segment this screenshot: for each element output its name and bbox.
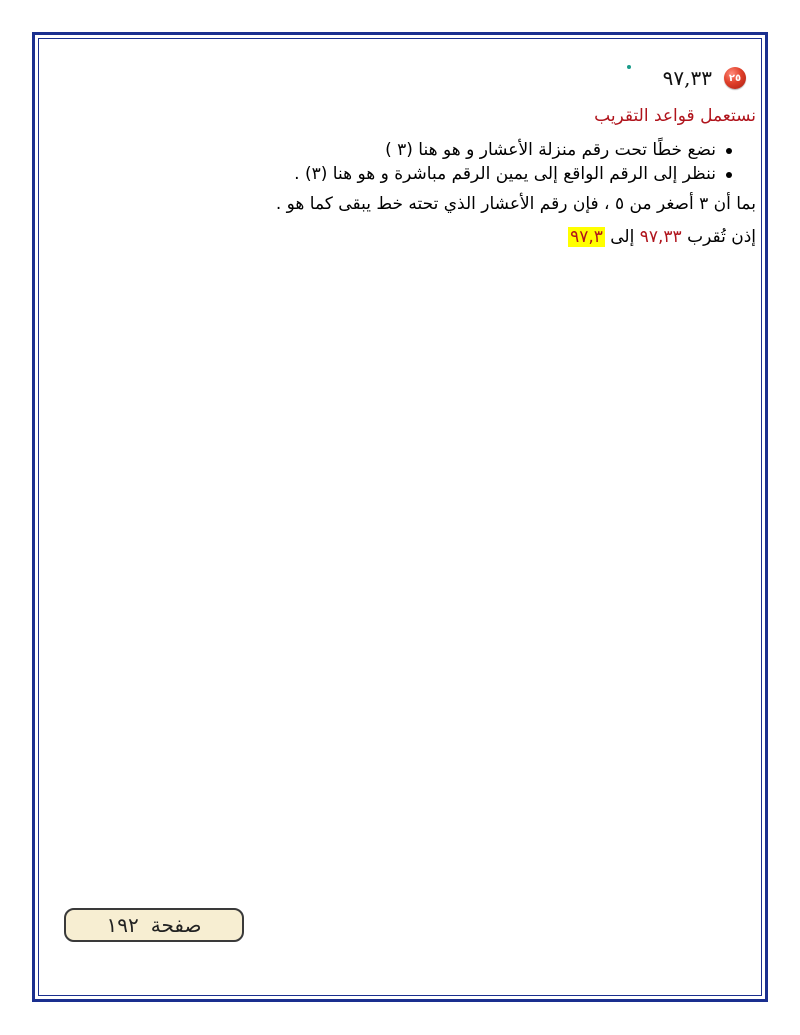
page-number: ١٩٢ [106,913,139,937]
problem-value: ٩٧,٣٣ [662,66,712,90]
page-number-badge [64,908,244,942]
decorative-dot [627,65,631,69]
problem-number-badge: ٢٥ [724,67,746,89]
step-item: نضع خطًا تحت رقم منزلة الأعشار و هو هنا (٣ ) [294,138,734,162]
page-label: صفحة [150,913,202,937]
conclusion-prefix: إذن تُقرب [687,227,756,247]
problem-header [663,66,746,90]
conclusion-result: ٩٧,٣ [570,227,603,247]
explanation-text: بما أن ٣ أصغر من ٥ ، فإن رقم الأعشار الذي تحته خط يبقى كما هو . [275,194,756,214]
step-item: ننظر إلى الرقم الواقع إلى يمين الرقم مباشرة و هو هنا (٣) . [294,162,734,186]
conclusion-middle: إلى [610,227,635,247]
conclusion-line [568,227,756,247]
conclusion-number: ٩٧,٣٣ [639,227,682,247]
section-heading: نستعمل قواعد التقريب [594,106,756,126]
steps-list [294,138,734,186]
